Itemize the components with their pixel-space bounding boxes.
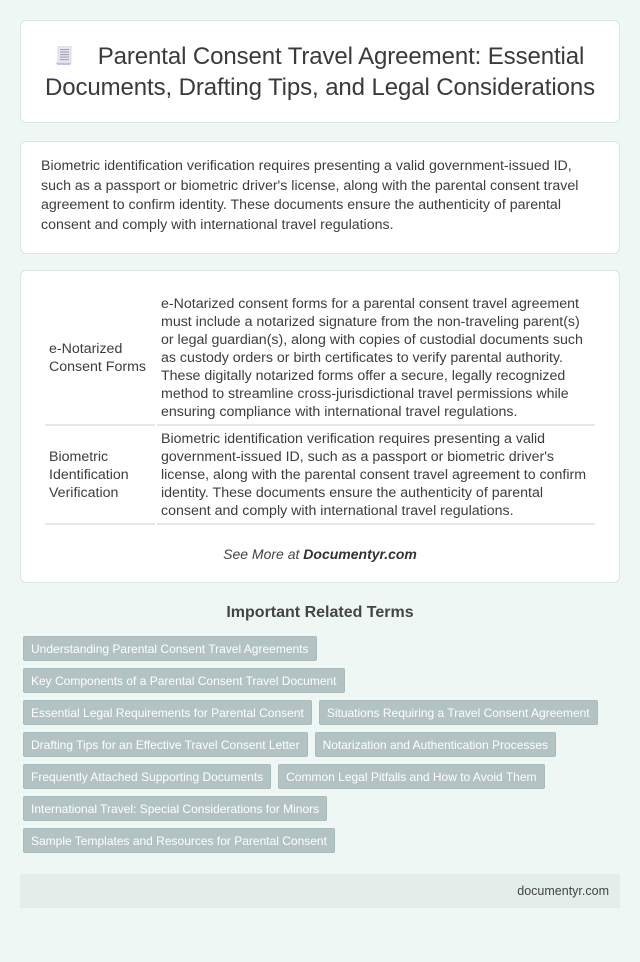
related-term-tag[interactable]: Drafting Tips for an Effective Travel Consent Letter (23, 732, 308, 757)
page-title-text: Parental Consent Travel Agreement: Essential Documents, Drafting Tips, and Legal Considerations (45, 42, 595, 101)
see-more-line (43, 546, 597, 562)
terms-table (43, 291, 597, 525)
see-more-prefix: See More at (223, 546, 304, 562)
terms-table-card (20, 270, 620, 583)
title-card (20, 20, 620, 123)
summary-text: Biometric identification verification requires presenting a valid government-issued ID, such as a passport or biometric driver's license, along with the parental consent travel agreement to confirm identity. These documents ensure the authenticity of parental consent and comply with international travel regulations. (41, 158, 579, 233)
description-cell: e-Notarized consent forms for a parental consent travel agreement must include a notarized signature from the non-traveling parent(s) or legal guardian(s), along with copies of custodial documents such as custody orders or birth certificates to verify parental authority. These digitally notarized forms offer a secure, legally recognized method to streamline cross-jurisdictional travel permissions while ensuring compliance with international travel regulations. (157, 291, 595, 426)
see-more-link[interactable]: Documentyr.com (303, 546, 417, 562)
description-cell: Biometric identification verification requires presenting a valid government-issued ID, such as a passport or biometric driver's license, along with the parental consent travel agreement to confirm identity. These documents ensure the authenticity of parental consent and comply with international travel regulations. (157, 426, 595, 525)
term-cell: e-Notarized Consent Forms (45, 291, 155, 426)
related-terms-list (20, 636, 620, 853)
page-title (41, 41, 599, 103)
related-term-tag[interactable]: Situations Requiring a Travel Consent Agreement (319, 700, 598, 725)
footer (20, 874, 620, 908)
related-term-tag[interactable]: Sample Templates and Resources for Parental Consent (23, 828, 335, 853)
document-scroll-icon (56, 43, 72, 63)
table-row (45, 291, 595, 426)
related-term-tag[interactable]: Understanding Parental Consent Travel Agreements (23, 636, 317, 661)
term-cell: Biometric Identification Verification (45, 426, 155, 525)
related-term-tag[interactable]: Notarization and Authentication Processes (315, 732, 556, 757)
related-terms-heading: Important Related Terms (226, 604, 414, 621)
related-term-tag[interactable]: Essential Legal Requirements for Parental Consent (23, 700, 312, 725)
summary-card (20, 141, 620, 254)
related-term-tag[interactable]: Common Legal Pitfalls and How to Avoid Them (278, 764, 544, 789)
related-term-tag[interactable]: Frequently Attached Supporting Documents (23, 764, 271, 789)
related-term-tag[interactable]: International Travel: Special Considerations for Minors (23, 796, 327, 821)
table-row (45, 426, 595, 525)
footer-site-link[interactable]: documentyr.com (517, 884, 609, 898)
related-term-tag[interactable]: Key Components of a Parental Consent Travel Document (23, 668, 345, 693)
